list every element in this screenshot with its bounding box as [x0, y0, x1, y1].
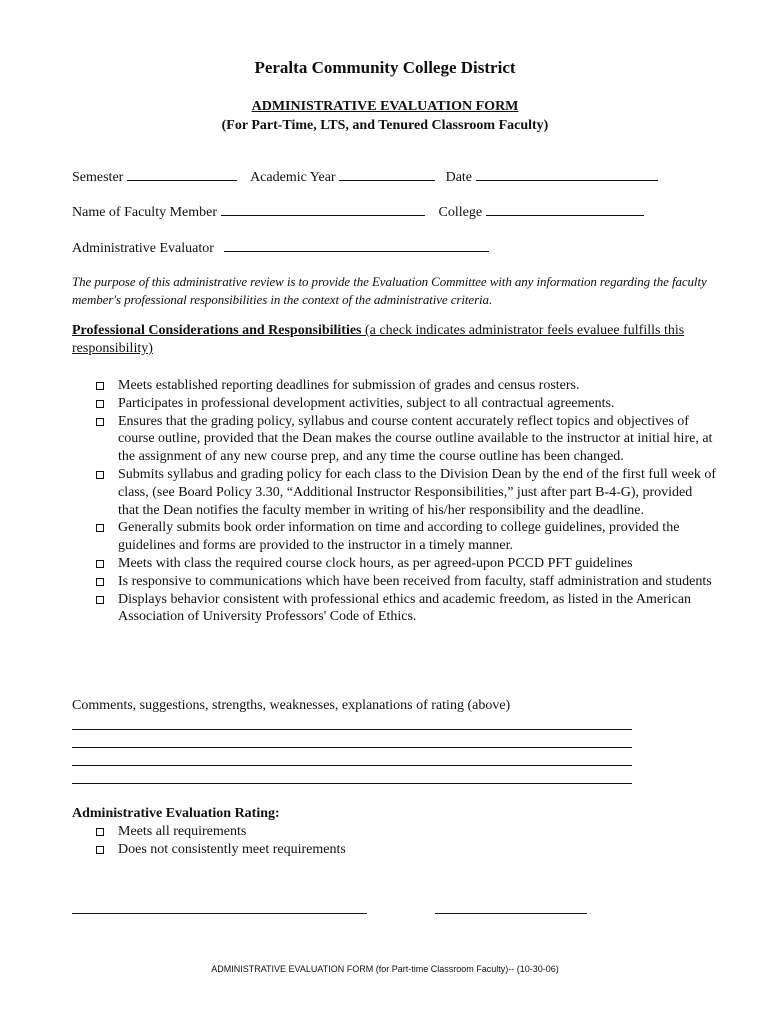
- comments-line[interactable]: [72, 765, 632, 766]
- list-item: [96, 573, 716, 591]
- list-item: [96, 519, 716, 555]
- list-item-text: Meets established reporting deadlines for submission of grades and census rosters.: [118, 378, 580, 393]
- list-item-text: Submits syllabus and grading policy for each class to the Division Dean by the end of the first full week of class, (see Board Policy 3.30, “Additional Instructor Responsibilities,” just after part B-4-G), provided that the Dean notifies the faculty member in writing of his/her responsibility and the deadline.: [118, 466, 716, 518]
- list-item: [96, 555, 716, 573]
- list-item: [96, 377, 716, 395]
- list-item-text: Meets with class the required course clock hours, as per agreed-upon PCCD PFT guidelines: [118, 555, 633, 571]
- evaluator-field[interactable]: [224, 238, 489, 252]
- checkbox-icon[interactable]: [96, 382, 104, 390]
- form-title: ADMINISTRATIVE EVALUATION FORM: [251, 99, 519, 114]
- comments-line[interactable]: [72, 783, 632, 784]
- list-item: [96, 466, 716, 519]
- faculty-row: [72, 202, 644, 221]
- faculty-label: Name of Faculty Member: [72, 205, 218, 220]
- checkbox-icon[interactable]: [96, 560, 104, 568]
- college-label: College: [438, 205, 483, 220]
- form-subtitle: (For Part-Time, LTS, and Tenured Classroom Faculty): [221, 118, 549, 133]
- comments-line[interactable]: [72, 729, 632, 730]
- rating-option: [96, 823, 346, 841]
- rating-option: [96, 841, 346, 859]
- checkbox-icon[interactable]: [96, 471, 104, 479]
- comments-line[interactable]: [72, 747, 632, 748]
- rating-option-text: Does not consistently meet requirements: [118, 841, 346, 857]
- checkbox-icon[interactable]: [96, 524, 104, 532]
- page-footer: ADMINISTRATIVE EVALUATION FORM (for Part-time Classroom Faculty)-- (10-30-06): [211, 964, 559, 974]
- academic-year-label: Academic Year: [250, 170, 336, 185]
- professional-section-heading: [72, 322, 722, 358]
- list-item: [96, 591, 716, 627]
- responsibility-list: [96, 377, 716, 626]
- purpose-statement: The purpose of this administrative review is to provide the Evaluation Committee with any information regarding the faculty member's professional responsibilities in the context of the administrative criteria.: [72, 274, 707, 307]
- list-item-text: Participates in professional development activities, subject to all contractual agreements.: [118, 395, 615, 411]
- list-item: [96, 413, 716, 466]
- checkbox-icon[interactable]: [96, 400, 104, 408]
- professional-note: (a check indicates administrator feels evaluee fulfills this responsibility): [72, 323, 685, 356]
- date-label: Date: [445, 170, 473, 185]
- checkbox-icon[interactable]: [96, 828, 104, 836]
- list-item-text: Is responsive to communications which have been received from faculty, staff administration and students: [118, 573, 712, 589]
- list-item-text: Generally submits book order information on time and according to college guidelines, provided the guidelines and forms are provided to the instructor in a timely manner.: [118, 520, 680, 554]
- semester-label: Semester: [72, 170, 124, 185]
- comments-label: Comments, suggestions, strengths, weaknesses, explanations of rating (above): [72, 698, 511, 713]
- evaluator-row: [72, 238, 489, 257]
- semester-row: [72, 167, 658, 186]
- list-item-text: Displays behavior consistent with professional ethics and academic freedom, as listed in the American Association of University Professors' Code of Ethics.: [118, 591, 692, 625]
- college-field[interactable]: [486, 202, 644, 216]
- list-item: [96, 395, 716, 413]
- rating-heading: Administrative Evaluation Rating:: [72, 806, 280, 821]
- evaluator-signature-line[interactable]: [72, 913, 367, 914]
- checkbox-icon[interactable]: [96, 418, 104, 426]
- semester-field[interactable]: [127, 167, 237, 181]
- rating-options: [96, 823, 346, 859]
- faculty-field[interactable]: [221, 202, 425, 216]
- list-item-text: Ensures that the grading policy, syllabus and course content accurately reflect topics and objectives of course outline, provided that the Dean makes the course outline available to the instructor at initial hire, at the assignment of any new course prep, and any time the course outline has been changed.: [118, 413, 713, 465]
- date-field[interactable]: [476, 167, 658, 181]
- signature-date-line[interactable]: [435, 913, 587, 914]
- checkbox-icon[interactable]: [96, 596, 104, 604]
- academic-year-field[interactable]: [339, 167, 435, 181]
- checkbox-icon[interactable]: [96, 846, 104, 854]
- rating-option-text: Meets all requirements: [118, 824, 247, 839]
- checkbox-icon[interactable]: [96, 578, 104, 586]
- evaluator-label: Administrative Evaluator: [72, 241, 214, 256]
- professional-heading: Professional Considerations and Responsibilities: [72, 323, 362, 338]
- district-title: Peralta Community College District: [254, 58, 516, 77]
